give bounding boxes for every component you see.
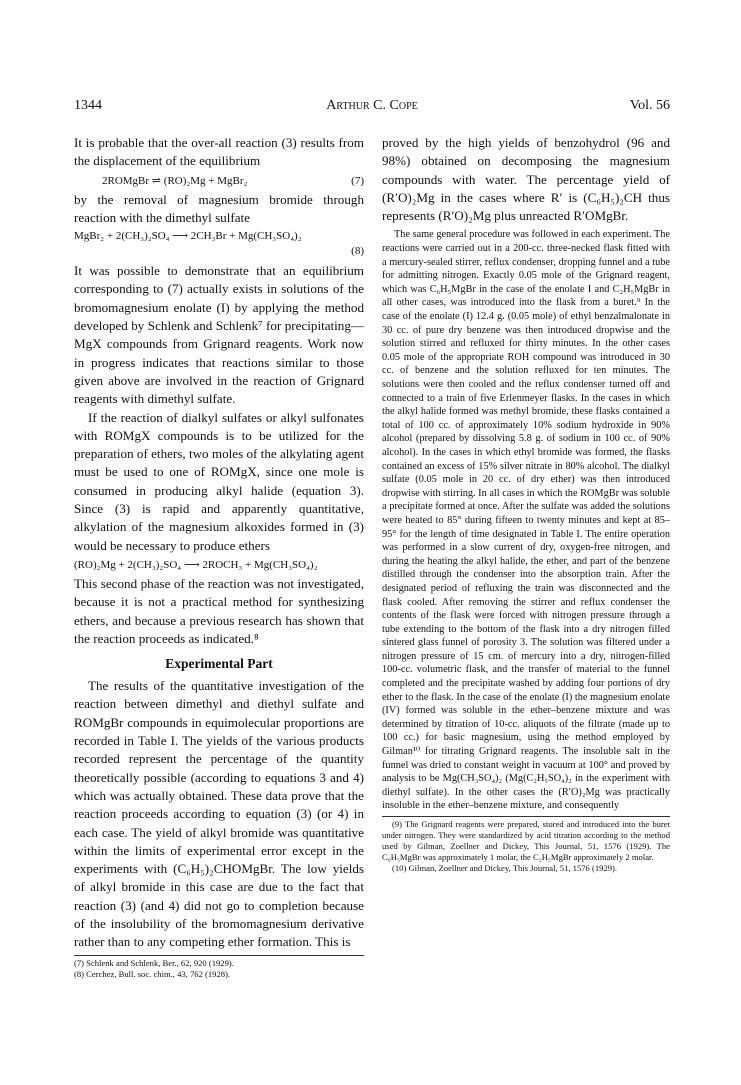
equation-8 (74, 229, 364, 259)
experimental-paragraph: The same general procedure was followed in each experiment. The reactions were carried out in a 200-cc. three-necked flask fitted with a mercury-sealed stirrer, reflux condenser, dropping funnel and a tube for admitting nitrogen. Exactly 0.05 mole of the Grignard reagent, which was C₆H₅MgBr in the case of the enolate I and C₂H₅MgBr in all other cases, was introduced into the flask from a buret.⁹ In the case of the enolate (I) 12.4 g. (0.05 mole) of ethyl benzalmalonate in 30 cc. of pure dry benzene was then introduced dropwise and the solution stirred and refluxed for thirty minutes. In the other cases 0.05 mole of the appropriate ROH compound was introduced in 30 cc. of benzene and the solution refluxed for ten minutes. The solutions were then cooled and the reflux condenser turned off and connected to a train of five Erlenmeyer flasks. In the cases in which the alkyl halide formed was methyl bromide, these flasks contained a total of 100 cc. of approximately 10% sodium hydroxide in 90% alcohol (prepared by dissolving 5.8 g. of sodium in 100 cc. of 90% alcohol). In the cases in which ethyl bromide was formed, the flasks contained an excess of 15% silver nitrate in 80% alcohol. The dialkyl sulfate (0.05 mole in 20 cc. of dry ether) was then introduced dropwise with stirring. In all cases in which the ROMgBr was soluble a precipitate formed at once. After the sulfate was added the solutions were heated to 85° during fifteen to twenty minutes and kept at 85–95° for the length of time designated in Table I. The entire operation was performed in a slow current of dry, oxygen-free nitrogen, and during the heating the alkyl halide, the ether, and part of the benzene distilled through the condenser into the absorption train. After the designated period of refluxing the train was disconnected and the flask cooled. After removing the stirrer and reflux condenser the contents of the flask were forced with nitrogen pressure through a tube extending to the bottom of the flask into a dry nitrogen filled sintered glass funnel of porosity 3. The solution was filtered under a nitrogen pressure of 15 cm. of mercury into a dry, nitrogen-filled 100-cc. volumetric flask, and the transfer of material to the funnel completed and the precipitate washed by adding four portions of dry ether to the flask. In the case of the enolate (I) the magnesium enolate (IV) formed was soluble in the ether–benzene mixture and was determined by titration of 10-cc. aliquots of the filtrate (made up to 100 cc.) for basic magnesium, using the method employed by Gilman¹⁰ for titrating Grignard reagents. The insoluble salt in the funnel was dried to constant weight in vacuum at 100° and proved by analysis to be Mg(CH₃SO₄)₂ (Mg(C₂H₅SO₄)₂ in the experiment with diethyl sulfate). In the other cases the (R′O)₂Mg was practically insoluble in the ether–benzene mixture, and consequently (382, 229, 670, 812)
footnote-10: (10) Gilman, Zoellner and Dickey, This Journal, 51, 1576 (1929). (392, 863, 618, 874)
section-heading: Experimental Part (165, 656, 273, 672)
footnote-divider (74, 955, 364, 956)
left-column (74, 134, 364, 980)
footnote-8: (8) Cerchez, Bull. soc. chim., 43, 762 (1928). (74, 968, 231, 979)
paragraph: If the reaction of dialkyl sulfates or alkyl sulfonates with ROMgX compounds is to be utilized for the preparation of ethers, two moles of the alkylating agent must be used to one of ROMgX, since one mole is consumed in producing alkyl halide (equation 3). Since (3) is rapid and apparently quantitative, alkylation of the magnesium alkoxides formed in (3) would be necessary to produce ethers (74, 409, 364, 553)
equation-number: (8) (351, 245, 364, 258)
paragraph: This second phase of the reaction was not investigated, because it is not a practical method for synthesizing ethers, and because a previous research has shown that the reaction proceeds as indicated.⁸ (74, 575, 364, 646)
equation-text: 2ROMgBr ⇌ (RO)₂Mg + MgBr₂ (102, 174, 248, 187)
paragraph: It was possible to demonstrate that an equilibrium corresponding to (7) actually exists in solutions of the bromomagnesium enolate (I) by applying the method developed by Schlenk and Schlenk⁷ for precipitating—MgX compounds from Grignard reagents. Work now in progress indicates that reactions similar to those given above are involved in the reaction of Grignard reagents with dimethyl sulfate. (74, 263, 364, 407)
equation-number: (7) (351, 174, 364, 187)
running-title: Arthur C. Cope (326, 98, 418, 113)
page-number: 1344 (74, 98, 102, 113)
footnote-7: (7) Schlenk and Schlenk, Ber., 62, 920 (1929). (74, 957, 234, 968)
equation-text: (RO)₂Mg + 2(CH₃)₂SO₄ ⟶ 2ROCH₃ + Mg(CH₃SO₄)₂ (74, 558, 318, 571)
footnote-9: (9) The Grignard reagents were prepared, stored and introduced into the buret under nitrogen. They were standardized by acid titration according to the method used by Gilman, Zoellner and Dickey, This Journal, 51, 1576 (1929). The C₆H₅MgBr was approximately 1 molar, the C₂H₅MgBr approximately 2 molar. (382, 819, 670, 863)
equation-text: MgBr₂ + 2(CH₃)₂SO₄ ⟶ 2CH₃Br + Mg(CH₃SO₄)₂ (74, 230, 302, 243)
paragraph: The results of the quantitative investigation of the reaction between dimethyl and diethyl sulfate and ROMgBr compounds in equimolecular proportions are recorded in Table I. The yields of the various products recorded represent the percentage of the quantity theoretically possible (according to equations 3 and 4) which was actually obtained. These data prove that the reaction proceeds according to equation (3) (or 4) in each case. The yield of alkyl bromide was quantitative within the limits of experimental error except in the experiments with (C₆H₅)₂CHOMgBr. The low yields of alkyl bromide in this case are due to the fact that reaction (3) (and 4) did not go to completion because of the insolubility of the bromomagnesium derivative rather than to any competing ether formation. This is (74, 678, 364, 950)
volume-label: Vol. 56 (629, 98, 670, 113)
page-header (74, 98, 670, 118)
equation-ether (74, 557, 364, 573)
paragraph: by the removal of magnesium bromide through reaction with the dimethyl sulfate (74, 191, 364, 225)
paragraph: It is probable that the over-all reaction (3) results from the displacement of the equilibrium (74, 135, 364, 169)
equation-7 (74, 173, 364, 189)
right-column (382, 134, 670, 874)
footnote-divider (382, 816, 670, 817)
paragraph: proved by the high yields of benzohydrol (96 and 98%) obtained on decomposing the magnesium compounds with water. The percentage yield of (R′O)₂Mg in the cases where R′ is (C₆H₅)₂CH thus represents (R′O)₂Mg plus unreacted R′OMgBr. (382, 135, 670, 224)
